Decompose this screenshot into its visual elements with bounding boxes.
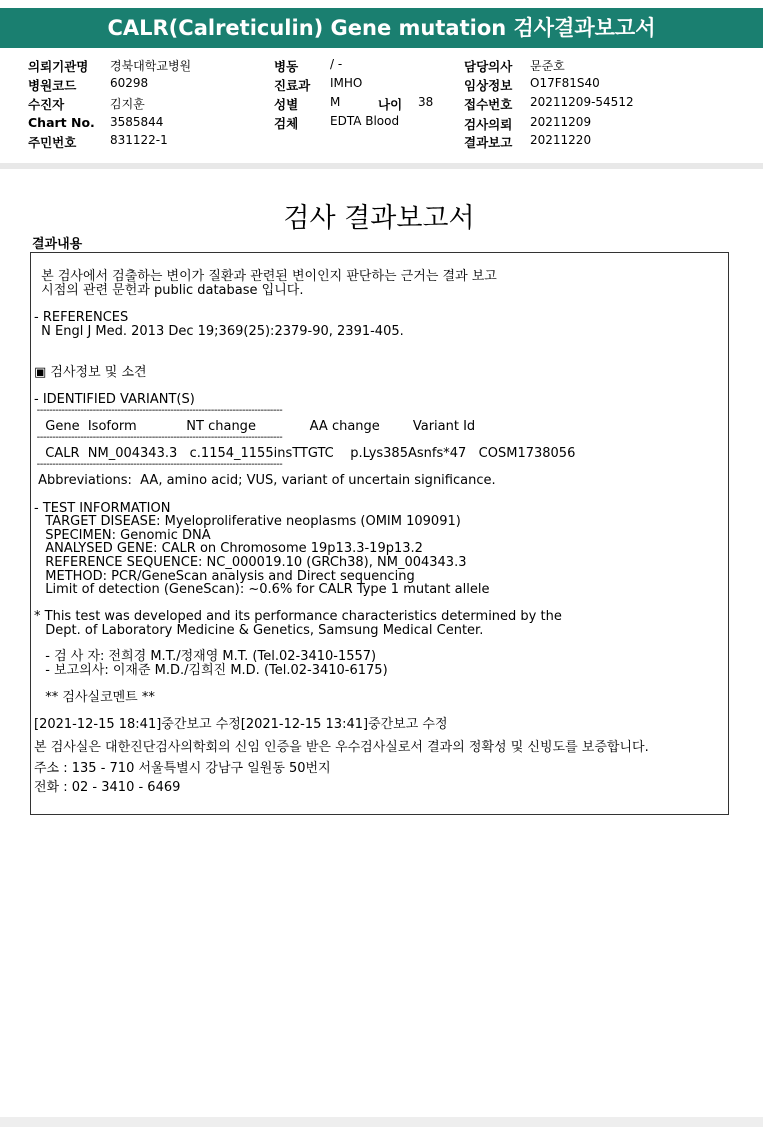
info-value: / - [330, 57, 343, 71]
section-divider [0, 163, 763, 169]
info-label: 의뢰기관명 [28, 59, 89, 74]
text-line: Limit of detection (GeneScan): ~0.6% for CALR Type 1 mutant allele [37, 582, 490, 597]
document-title: 검사 결과보고서 [283, 203, 475, 234]
info-label: 검체 [274, 116, 299, 131]
text-line: Dept. of Laboratory Medicine & Genetics, Samsung Medical Center. [37, 623, 484, 638]
info-value: 문준호 [530, 59, 565, 73]
info-label: 진료과 [274, 78, 311, 93]
text-line: Abbreviations: AA, amino acid; VUS, variant of uncertain significance. [34, 473, 496, 488]
table-row: CALR NM_004343.3 c.1154_1155insTTGTC p.Lys385Asnfs*47 COSM1738056 [37, 446, 576, 461]
info-value: 60298 [110, 76, 149, 90]
text-line: SPECIMEN: Genomic DNA [37, 528, 211, 543]
text-line: - TEST INFORMATION [34, 501, 171, 516]
table-rule: ------------------------------------------------------------------------------- [34, 459, 283, 470]
text-line: REFERENCE SEQUENCE: NC_000019.10 (GRCh38), NM_004343.3 [37, 555, 467, 570]
text-line: 주소 : 135 - 710 서울특별시 강남구 일원동 50번지 [34, 761, 331, 776]
table-rule: ------------------------------------------------------------------------------- [34, 432, 283, 443]
info-label: 병동 [274, 59, 299, 74]
info-value: EDTA Blood [330, 114, 400, 128]
text-line: [2021-12-15 18:41]중간보고 수정[2021-12-15 13:41]중간보고 수정 [34, 717, 448, 732]
info-label: 병원코드 [28, 78, 77, 93]
info-label: 성별 [274, 97, 299, 112]
section-label: 결과내용 [32, 237, 83, 252]
info-value: 김지훈 [110, 97, 145, 111]
info-label: 수진자 [28, 97, 65, 112]
info-value: 3585844 [110, 115, 164, 129]
report-header [0, 8, 763, 48]
info-value: 20211220 [530, 133, 592, 147]
info-value: M [330, 95, 341, 109]
lab-comment-heading: ** 검사실코멘트 ** [37, 690, 155, 705]
text-line: METHOD: PCR/GeneScan analysis and Direct sequencing [37, 569, 415, 584]
info-value: 20211209-54512 [530, 95, 634, 109]
text-line: - REFERENCES [34, 310, 129, 325]
info-label: 담당의사 [464, 59, 513, 74]
info-value: 경북대학교병원 [110, 59, 192, 73]
text-line: - 검 사 자: 전희경 M.T./정재영 M.T. (Tel.02-3410-1557) [37, 649, 377, 664]
text-line: 시점의 관련 문헌과 public database 입니다. [37, 283, 304, 298]
text-line: N Engl J Med. 2013 Dec 19;369(25):2379-90, 2391-405. [37, 324, 404, 339]
text-line: ▣ 검사정보 및 소견 [34, 365, 147, 380]
info-value: 38 [418, 95, 434, 109]
text-line: TARGET DISEASE: Myeloproliferative neoplasms (OMIM 109091) [37, 514, 461, 529]
patient-info-panel [0, 48, 763, 160]
info-label: 주민번호 [28, 135, 77, 150]
text-line: - 보고의사: 이재준 M.D./김희진 M.D. (Tel.02-3410-6175) [37, 663, 388, 678]
footer-bar [0, 1117, 763, 1127]
text-line: 본 검사에서 검출하는 변이가 질환과 관련된 변이인지 판단하는 근거는 결과 보고 [37, 269, 497, 284]
info-label: 임상정보 [464, 78, 513, 93]
table-rule: ------------------------------------------------------------------------------- [34, 405, 283, 416]
text-line: - IDENTIFIED VARIANT(S) [34, 392, 195, 407]
info-value: 831122-1 [110, 133, 168, 147]
info-value: O17F81S40 [530, 76, 600, 90]
report-title: CALR(Calreticulin) Gene mutation 검사결과보고서 [107, 16, 656, 40]
info-label: 접수번호 [464, 97, 513, 112]
info-label: 검사의뢰 [464, 117, 513, 132]
info-value: IMHO [330, 76, 363, 90]
info-value: 20211209 [530, 115, 592, 129]
text-line: 전화 : 02 - 3410 - 6469 [34, 780, 181, 795]
info-label: 결과보고 [464, 135, 513, 150]
table-header: Gene Isoform NT change AA change Variant Id [37, 419, 476, 434]
result-content-box [30, 252, 729, 815]
text-line: ANALYSED GENE: CALR on Chromosome 19p13.3-19p13.2 [37, 541, 423, 556]
info-label: Chart No. [28, 115, 95, 130]
info-label: 나이 [378, 97, 403, 112]
text-line: * This test was developed and its performance characteristics determined by the [34, 609, 562, 624]
text-line: 본 검사실은 대한진단검사의학회의 신임 인증을 받은 우수검사실로서 결과의 정확성 및 신빙도를 보증합니다. [34, 740, 649, 755]
